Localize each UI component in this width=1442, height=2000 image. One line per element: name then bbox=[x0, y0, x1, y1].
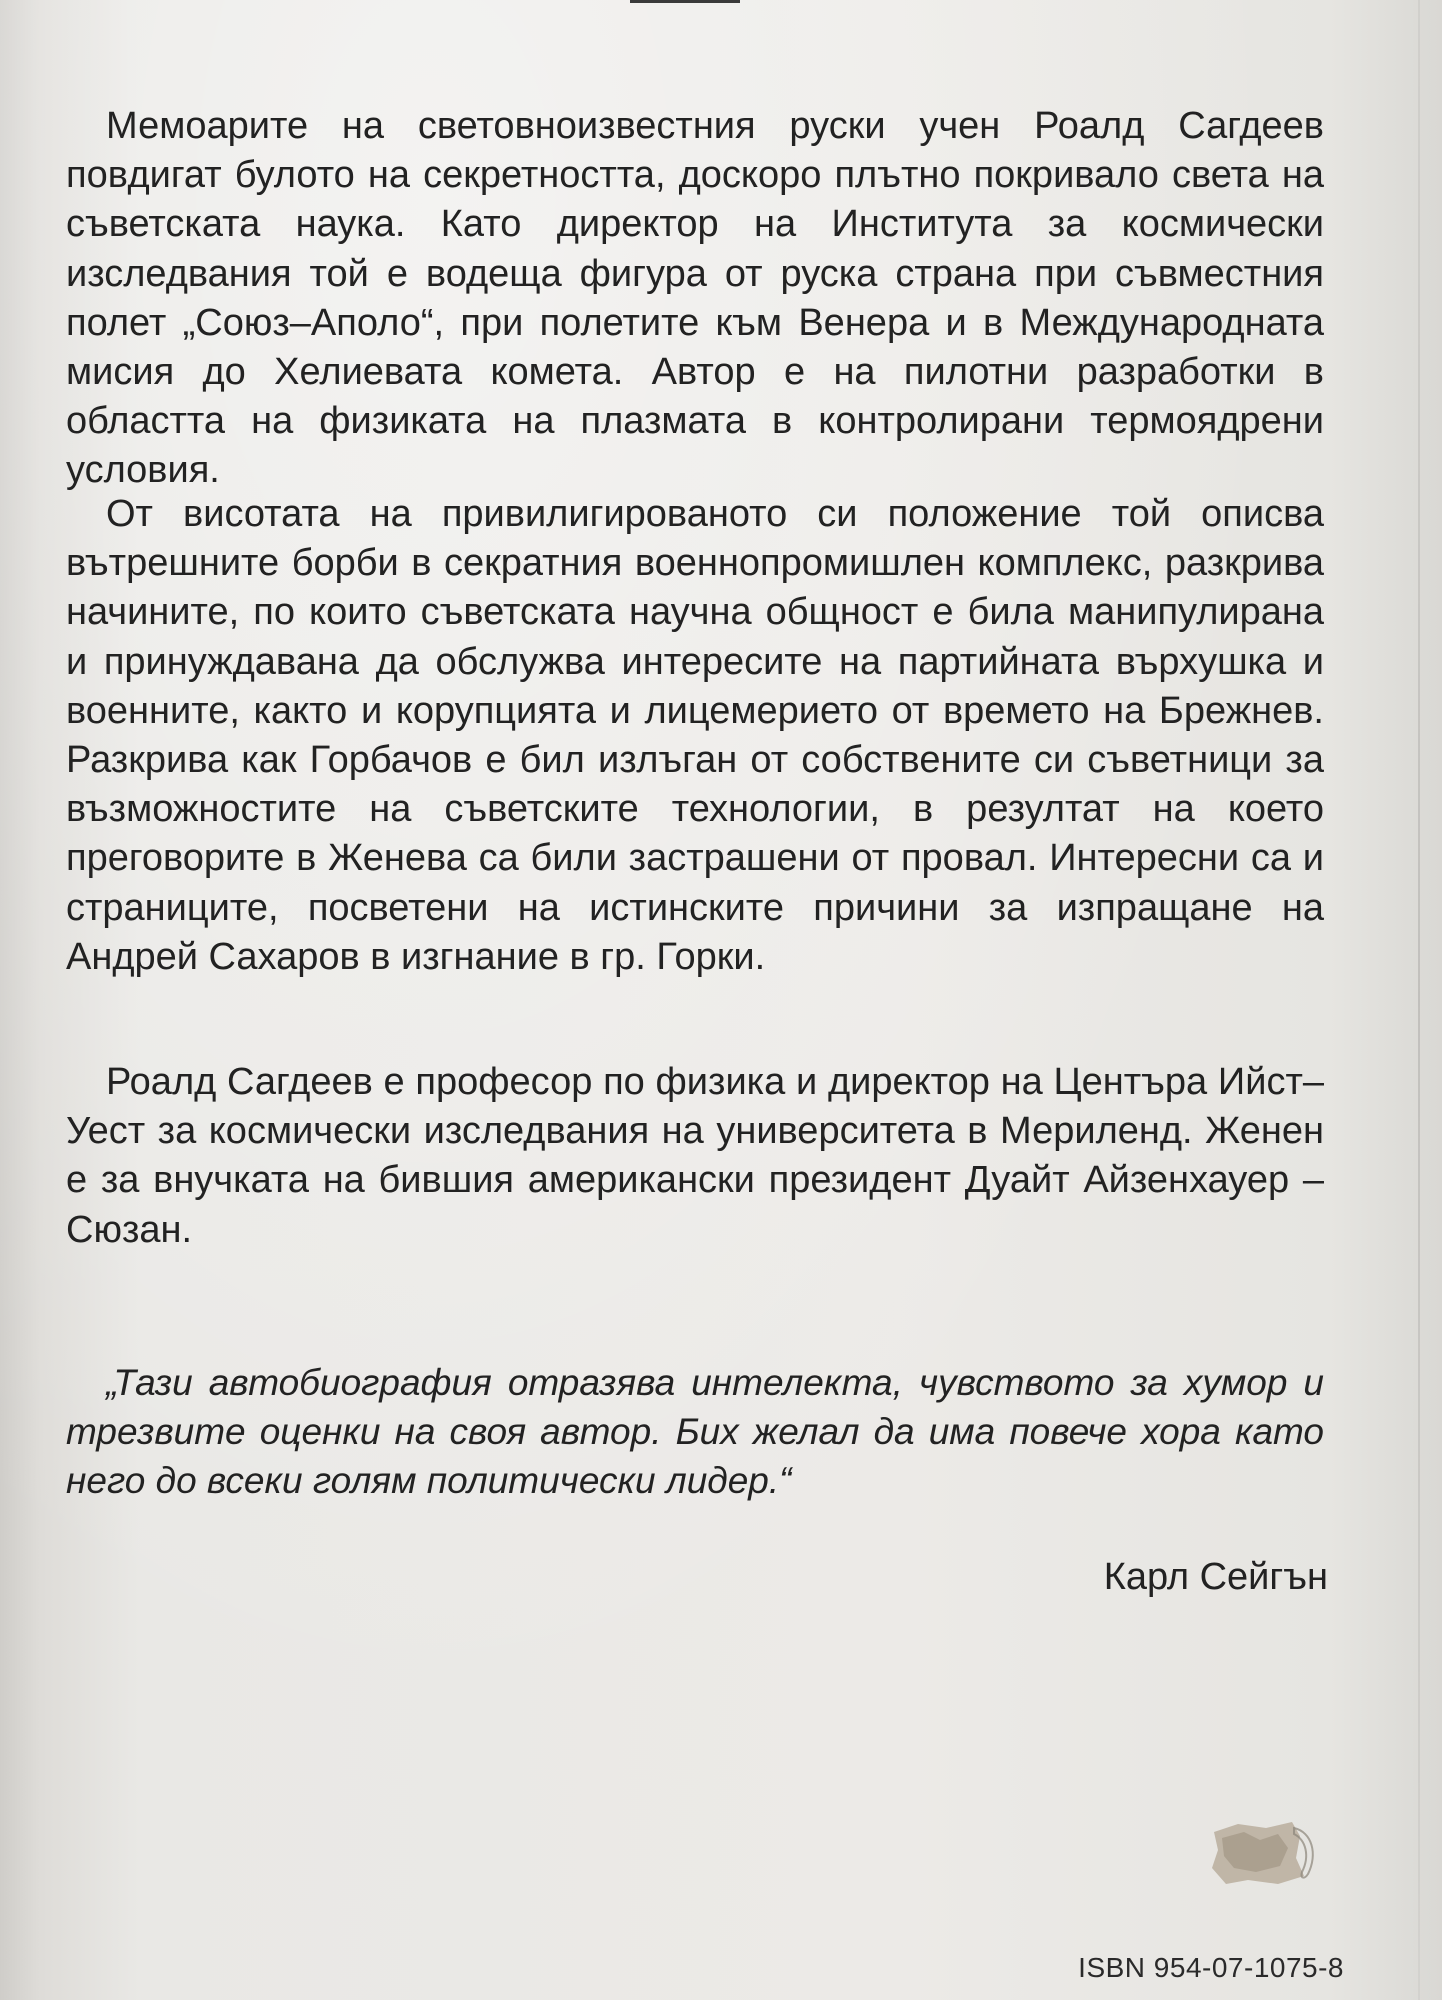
author-bio-paragraph: Роалд Сагдеев е професор по физика и директор на Центъра Ийст–Уест за космически изследвания на университета в Мериленд. Женен е за внучката на бившия американски президент Дуайт Айзенхауер – Сюзан. bbox=[66, 1061, 1324, 1251]
isbn-number: ISBN 954-07-1075-8 bbox=[1078, 1952, 1344, 1983]
cover-fold-edge bbox=[1418, 0, 1420, 2000]
description-paragraph-2: От висотата на привилигированото си положение той описва вътрешните борби в секратния военнопромишлен комплекс, разкрива начините, по които съветската научна общност е била манипулирана и принуждавана да обслужва интересите на партийната върхушка и военните, както и корупцията и лицемерието от времето на Брежнев. Разкрива как Горбачов е бил излъган от собствените си съветници за възможностите на съветските технологии, в резултат на което преговорите в Женева са били застрашени от провал. Интересни са и страниците, посветени на истинските причини за изпращане на Андрей Сахаров в изгнание в гр. Горки. bbox=[66, 493, 1324, 978]
worn-sticker-residue bbox=[1208, 1818, 1320, 1888]
quote-author: Карл Сейгън bbox=[1103, 1556, 1328, 1598]
endorsement-quote: „Тази автобиография отразява интелекта, чувството за хумор и трезвите оценки на своя автор. Бих желал да има повече хора като него до всеки голям политически лидер.“ bbox=[66, 1362, 1324, 1501]
top-edge-mark bbox=[630, 0, 740, 3]
description-paragraph-1: Мемоарите на световноизвестния руски учен Роалд Сагдеев повдигат булото на секретността, доскоро плътно покривало света на съветската наука. Като директор на Института за космически изследвания той е водеща фигура от руска страна при съвместния полет „Союз–Аполо“, при полетите към Венера и в Международната мисия до Хелиевата комета. Автор е на пилотни разработки в областта на физиката на плазмата в контролирани термоядрени условия. bbox=[66, 105, 1324, 492]
